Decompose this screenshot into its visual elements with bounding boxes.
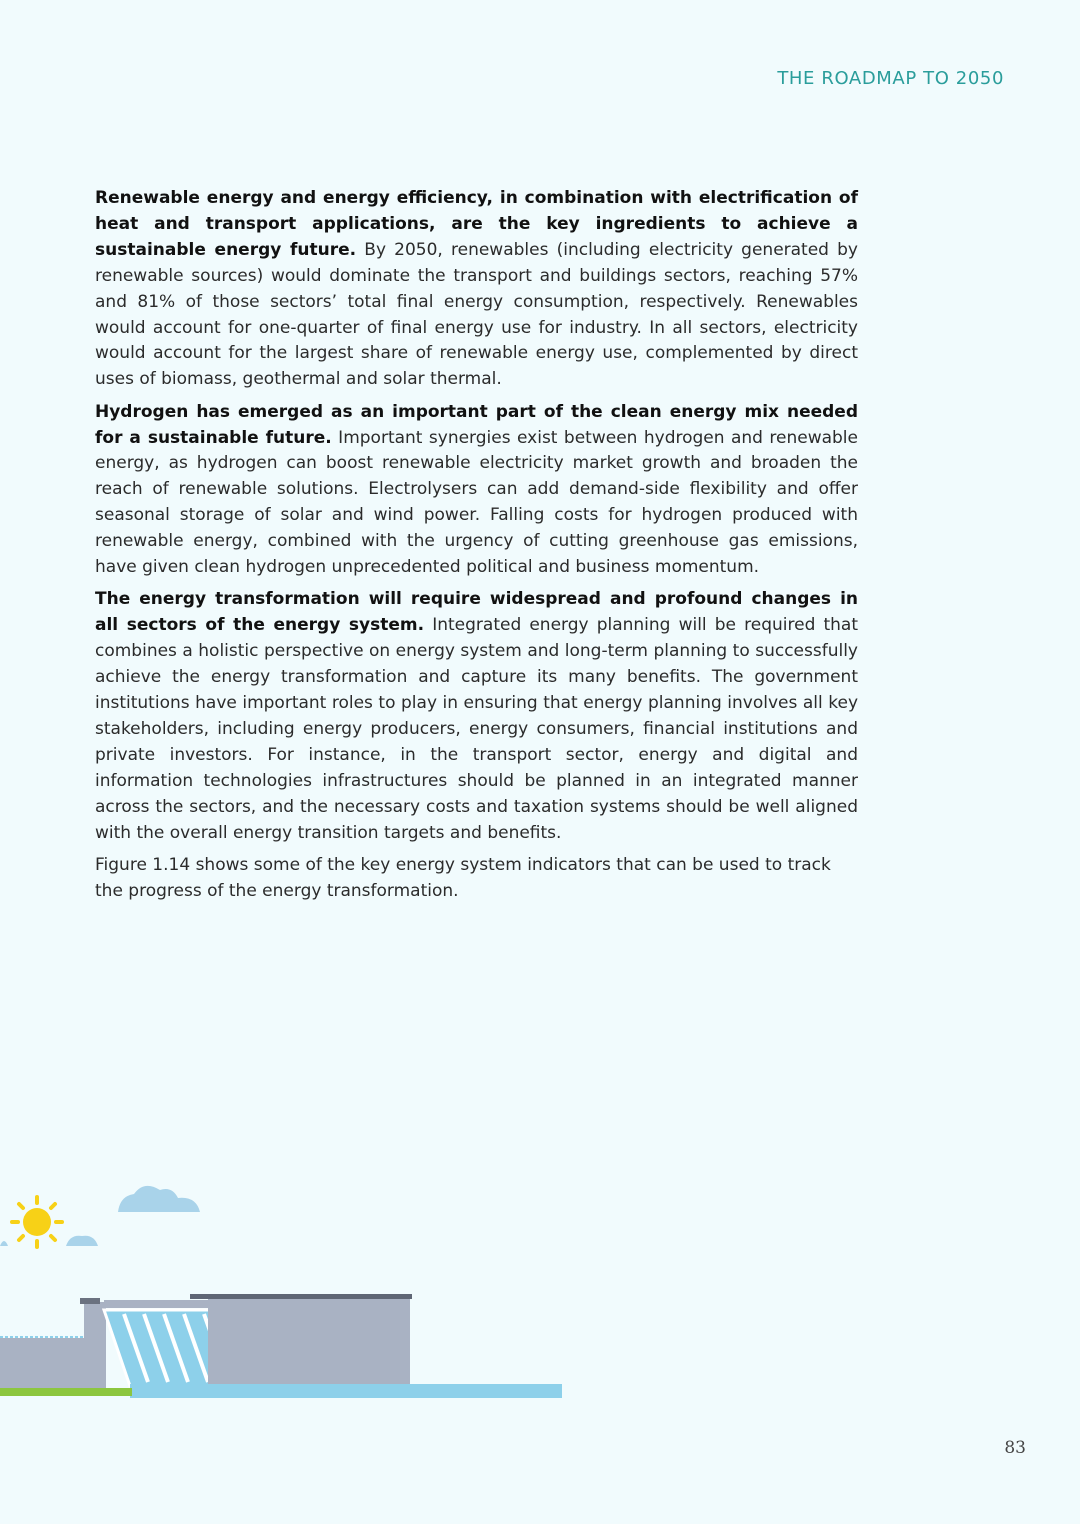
sun-icon bbox=[12, 1197, 62, 1247]
running-header: THE ROADMAP TO 2050 bbox=[777, 68, 1004, 89]
paragraph-1-body: By 2050, renewables (including electricity generated by renewable sources) would dominate the transport and buildings sectors, reaching 57% and 81% of those sectors’ total final energy consumption, respectively. Renewables would account for one-quarter of final energy use for industry. In all sectors, electricity would account for the largest share of renewable energy use, complemented by direct uses of biomass, geothermal and solar thermal. bbox=[95, 239, 858, 390]
hydro-dam-illustration bbox=[0, 1180, 570, 1405]
paragraph-1-lead: Renewable energy and energy efficiency, in combination with electrification of heat and transport applications, are the key ingredients to achieve a sustainable energy future. bbox=[95, 188, 858, 260]
paragraph-4 bbox=[95, 853, 858, 905]
outflow-water bbox=[130, 1384, 562, 1398]
paragraph-3-body: Integrated energy planning will be required that combines a holistic perspective on energy system and long-term planning to successfully achieve the energy transformation and capture its many benefits. The government institutions have important roles to play in ensuring that energy planning involves all key stakeholders, including energy producers, energy consumers, financial institutions and private investors. For instance, in the transport sector, energy and digital and information technologies infrastructures should be planned in an integrated manner across the sectors, and the necessary costs and taxation systems should be well aligned with the overall energy transition targets and benefits. bbox=[95, 615, 859, 843]
paragraph-3-lead: The energy transformation will require widespread and profound changes in all sectors of the energy system. bbox=[95, 589, 858, 636]
cloud-icon bbox=[118, 1186, 200, 1212]
paragraph-3 bbox=[95, 587, 858, 846]
grass bbox=[0, 1388, 132, 1396]
paragraph-2-body: Important synergies exist between hydrogen and renewable energy, as hydrogen can boost renewable electricity market growth and broaden the reach of renewable solutions. Electrolysers can add demand-side flexibility and offer seasonal storage of solar and wind power. Falling costs for hydrogen produced with renewable energy, combined with the urgency of cutting greenhouse gas emissions, have given clean hydrogen unprecedented political and business momentum. bbox=[95, 427, 858, 578]
power-house bbox=[208, 1298, 410, 1386]
cloud-icon bbox=[0, 1241, 8, 1246]
paragraph-1 bbox=[95, 186, 858, 393]
paragraph-4-body: Figure 1.14 shows some of the key energy system indicators that can be used to track the progress of the energy transformation. bbox=[95, 854, 831, 901]
reservoir-water bbox=[0, 1338, 92, 1390]
page-number: 83 bbox=[1004, 1438, 1026, 1458]
body-text bbox=[95, 186, 858, 911]
paragraph-2 bbox=[95, 400, 858, 581]
cloud-icon bbox=[66, 1236, 98, 1246]
intake-tower bbox=[84, 1302, 106, 1390]
paragraph-2-lead: Hydrogen has emerged as an important part of the clean energy mix needed for a sustainable future. bbox=[95, 401, 858, 448]
